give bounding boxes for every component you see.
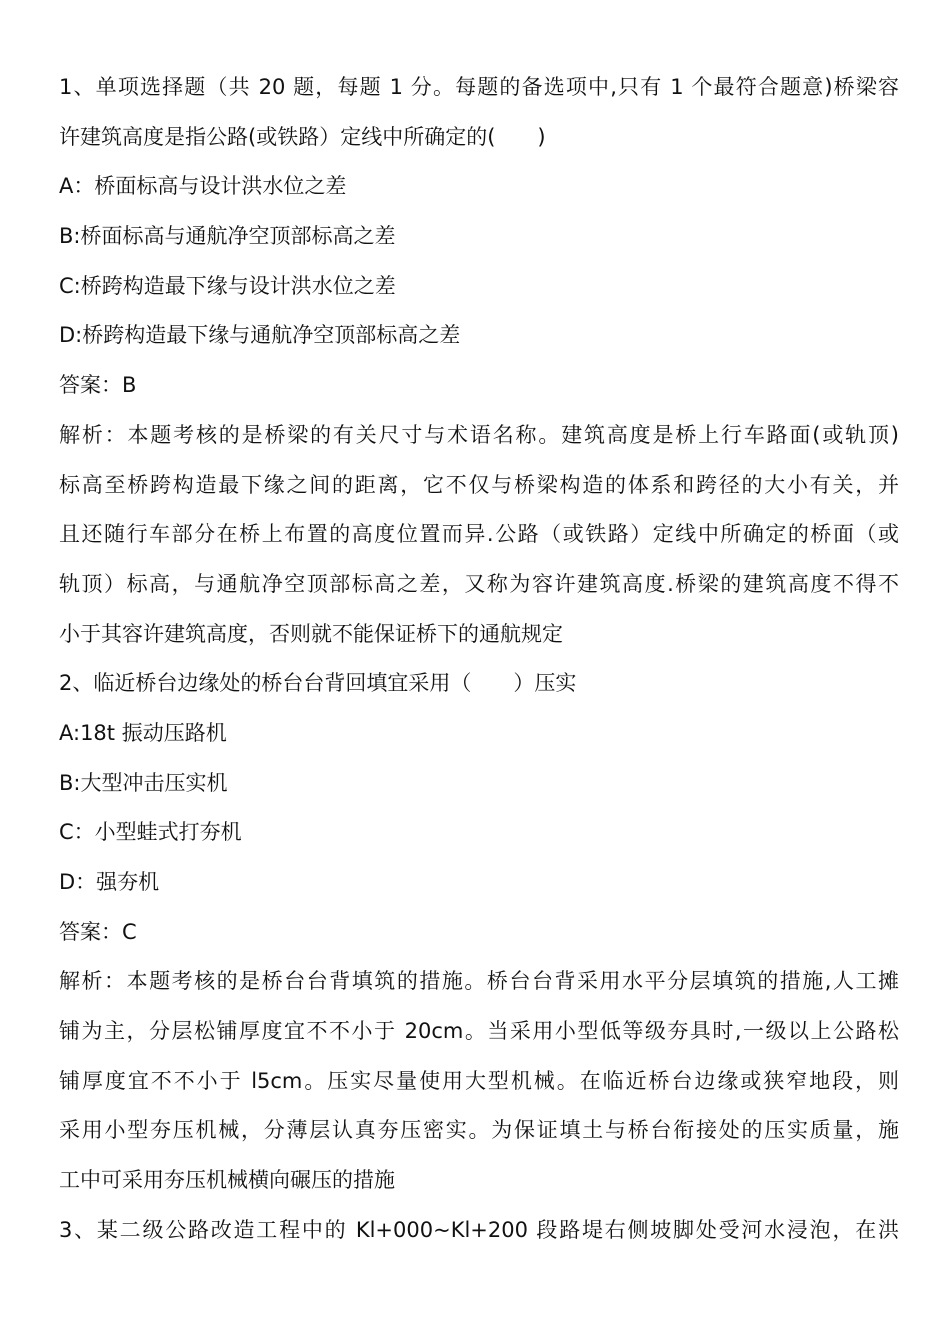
q2-option-c: C：小型蛙式打夯机	[59, 820, 242, 845]
q2-option-d: D：强夯机	[59, 870, 160, 894]
q2-explanation-line-3: 铺厚度宜不不小于 l5cm。压实尽量使用大型机械。在临近桥台边缘或狭窄地段，则	[59, 1068, 899, 1093]
q1-explanation-line-4: 轨顶）标高，与通航净空顶部标高之差，又称为容许建筑高度.桥梁的建筑高度不得不	[59, 571, 899, 596]
q1-explanation-line-1: 解析：本题考核的是桥梁的有关尺寸与术语名称。建筑高度是桥上行车路面(或轨顶)	[59, 422, 899, 447]
q1-stem-line-2: 许建筑高度是指公路(或铁路）定线中所确定的( )	[59, 124, 546, 149]
q2-explanation-line-1: 解析：本题考核的是桥台台背填筑的措施。桥台台背采用水平分层填筑的措施,人工摊	[59, 969, 899, 994]
q1-explanation-line-2: 标高至桥跨构造最下缘之间的距离，它不仅与桥梁构造的体系和跨径的大小有关，并	[59, 472, 899, 497]
q1-option-a: A：桥面标高与设计洪水位之差	[59, 174, 347, 199]
q1-option-d: D:桥跨构造最下缘与通航净空顶部标高之差	[59, 323, 461, 348]
document-body	[59, 63, 899, 1256]
q2-explanation-line-5: 工中可采用夯压机械横向碾压的措施	[59, 1168, 395, 1193]
q1-stem-line-1: 1、单项选择题（共 20 题，每题 1 分。每题的备选项中,只有 1 个最符合题意)桥梁容	[59, 75, 899, 99]
q3-stem-line-1: 3、某二级公路改造工程中的 Kl+000~Kl+200 段路堤右侧坡脚处受河水浸泡，在洪	[59, 1217, 899, 1242]
q1-explanation-line-3: 且还随行车部分在桥上布置的高度位置而异.公路（或铁路）定线中所确定的桥面（或	[59, 522, 899, 547]
q1-option-b: B:桥面标高与通航净空顶部标高之差	[59, 224, 396, 249]
q2-answer: 答案：C	[59, 919, 137, 944]
q2-explanation-line-2: 铺为主，分层松铺厚度宜不不小于 20cm。当采用小型低等级夯具时,一级以上公路松	[59, 1019, 899, 1044]
q2-explanation-line-4: 采用小型夯压机械，分薄层认真夯压密实。为保证填土与桥台衔接处的压实质量，施	[59, 1118, 899, 1143]
q1-answer: 答案：B	[59, 373, 137, 398]
q1-explanation-line-5: 小于其容许建筑高度，否则就不能保证桥下的通航规定	[59, 621, 563, 646]
q2-option-a: A:18t 振动压路机	[59, 720, 227, 745]
q2-stem: 2、临近桥台边缘处的桥台台背回填宜采用（ ）压实	[59, 671, 577, 696]
q1-option-c: C:桥跨构造最下缘与设计洪水位之差	[59, 273, 396, 298]
q2-option-b: B:大型冲击压实机	[59, 770, 228, 795]
